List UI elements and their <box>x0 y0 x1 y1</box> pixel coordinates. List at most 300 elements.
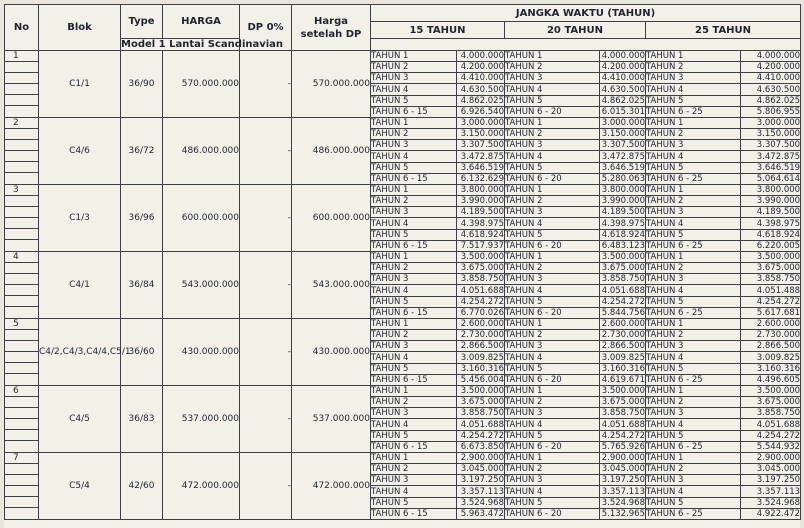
amount-15-tahun: 2.866.500 <box>457 341 505 352</box>
header-row-3 <box>5 39 801 51</box>
label-20-tahun: TAHUN 1 <box>505 453 600 464</box>
label-15-tahun: TAHUN 6 - 15 <box>371 441 457 452</box>
label-25-tahun: TAHUN 6 - 25 <box>646 106 741 117</box>
unit-number-cell <box>5 118 39 185</box>
amount-25-tahun: 4.254.272 <box>741 430 801 441</box>
label-15-tahun: TAHUN 1 <box>371 185 457 196</box>
unit-harga: 600.000.000 <box>163 185 240 252</box>
amount-20-tahun: 3.197.250 <box>600 475 646 486</box>
unit-harga: 486.000.000 <box>163 118 240 185</box>
table-row <box>5 118 801 129</box>
label-15-tahun: TAHUN 2 <box>371 263 457 274</box>
amount-15-tahun: 6.132.629 <box>457 173 505 184</box>
label-15-tahun: TAHUN 3 <box>371 140 457 151</box>
label-15-tahun: TAHUN 6 - 15 <box>371 508 457 519</box>
label-25-tahun: TAHUN 3 <box>646 207 741 218</box>
unit-number: 4 <box>5 252 38 263</box>
label-25-tahun: TAHUN 6 - 25 <box>646 173 741 184</box>
ruled-line <box>5 363 38 374</box>
amount-15-tahun: 4.254.272 <box>457 430 505 441</box>
label-15-tahun: TAHUN 4 <box>371 218 457 229</box>
label-25-tahun: TAHUN 3 <box>646 73 741 84</box>
ruled-line <box>5 106 38 117</box>
amount-25-tahun: 4.496.605 <box>741 374 801 385</box>
amount-25-tahun: 4.254.272 <box>741 296 801 307</box>
amount-25-tahun: 4.051.688 <box>741 419 801 430</box>
label-25-tahun: TAHUN 1 <box>646 252 741 263</box>
label-25-tahun: TAHUN 4 <box>646 486 741 497</box>
ruled-line <box>5 240 38 251</box>
amount-25-tahun: 3.500.000 <box>741 386 801 397</box>
label-15-tahun: TAHUN 5 <box>371 497 457 508</box>
ruled-line <box>5 173 38 184</box>
unit-dp: - <box>240 319 292 386</box>
label-15-tahun: TAHUN 4 <box>371 285 457 296</box>
label-15-tahun: TAHUN 5 <box>371 229 457 240</box>
label-20-tahun: TAHUN 2 <box>505 129 600 140</box>
label-20-tahun: TAHUN 3 <box>505 207 600 218</box>
ruled-line <box>5 464 38 475</box>
label-20-tahun: TAHUN 6 - 20 <box>505 441 600 452</box>
label-25-tahun: TAHUN 6 - 25 <box>646 307 741 318</box>
table-row <box>5 252 801 263</box>
label-20-tahun: TAHUN 3 <box>505 274 600 285</box>
ruled-line <box>5 296 38 307</box>
amount-15-tahun: 6.673.850 <box>457 441 505 452</box>
amount-20-tahun: 4.189.500 <box>600 207 646 218</box>
header-25-tahun: 25 TAHUN <box>646 22 801 39</box>
unit-harga-setelah-dp: 486.000.000 <box>292 118 371 185</box>
label-15-tahun: TAHUN 2 <box>371 330 457 341</box>
label-15-tahun: TAHUN 4 <box>371 84 457 95</box>
table-row <box>5 386 801 397</box>
amount-25-tahun: 5.544.932 <box>741 441 801 452</box>
amount-25-tahun: 3.675.000 <box>741 397 801 408</box>
header-blank-band <box>371 39 801 51</box>
label-25-tahun: TAHUN 1 <box>646 386 741 397</box>
table-row <box>5 453 801 464</box>
amount-25-tahun: 4.618.924 <box>741 229 801 240</box>
amount-15-tahun: 4.862.025 <box>457 95 505 106</box>
label-20-tahun: TAHUN 1 <box>505 118 600 129</box>
label-25-tahun: TAHUN 6 - 25 <box>646 441 741 452</box>
ruled-line <box>5 441 38 452</box>
label-20-tahun: TAHUN 4 <box>505 218 600 229</box>
amount-15-tahun: 2.900.000 <box>457 453 505 464</box>
amount-20-tahun: 3.000.000 <box>600 118 646 129</box>
unit-dp: - <box>240 185 292 252</box>
amount-20-tahun: 4.630.500 <box>600 84 646 95</box>
ruled-line <box>5 84 38 95</box>
amount-20-tahun: 3.045.000 <box>600 464 646 475</box>
ruled-line <box>5 151 38 162</box>
ruled-line <box>5 508 38 519</box>
label-15-tahun: TAHUN 5 <box>371 363 457 374</box>
amount-25-tahun: 4.189.500 <box>741 207 801 218</box>
ruled-line <box>5 229 38 240</box>
amount-15-tahun: 6.770.026 <box>457 307 505 318</box>
label-15-tahun: TAHUN 6 - 15 <box>371 374 457 385</box>
ruled-line <box>5 73 38 84</box>
unit-type: 36/84 <box>121 252 163 319</box>
unit-dp: - <box>240 386 292 453</box>
label-25-tahun: TAHUN 5 <box>646 296 741 307</box>
label-25-tahun: TAHUN 5 <box>646 430 741 441</box>
label-20-tahun: TAHUN 2 <box>505 196 600 207</box>
unit-harga-setelah-dp: 600.000.000 <box>292 185 371 252</box>
price-list-sheet <box>4 4 800 528</box>
label-20-tahun: TAHUN 6 - 20 <box>505 240 600 251</box>
amount-15-tahun: 3.990.000 <box>457 196 505 207</box>
price-table <box>4 4 801 520</box>
amount-25-tahun: 3.524.968 <box>741 497 801 508</box>
table-row <box>5 319 801 330</box>
label-15-tahun: TAHUN 2 <box>371 464 457 475</box>
amount-25-tahun: 3.500.000 <box>741 252 801 263</box>
amount-20-tahun: 3.500.000 <box>600 252 646 263</box>
amount-15-tahun: 3.197.250 <box>457 475 505 486</box>
amount-20-tahun: 4.618.924 <box>600 229 646 240</box>
amount-25-tahun: 3.197.250 <box>741 475 801 486</box>
label-25-tahun: TAHUN 5 <box>646 363 741 374</box>
label-15-tahun: TAHUN 6 - 15 <box>371 106 457 117</box>
amount-20-tahun: 4.619.671 <box>600 374 646 385</box>
ruled-line <box>5 274 38 285</box>
label-20-tahun: TAHUN 6 - 20 <box>505 374 600 385</box>
amount-20-tahun: 2.600.000 <box>600 319 646 330</box>
amount-20-tahun: 2.730.000 <box>600 330 646 341</box>
amount-25-tahun: 4.630.500 <box>741 84 801 95</box>
label-25-tahun: TAHUN 6 - 25 <box>646 240 741 251</box>
ruled-line <box>5 62 38 73</box>
label-15-tahun: TAHUN 4 <box>371 151 457 162</box>
label-20-tahun: TAHUN 2 <box>505 263 600 274</box>
label-15-tahun: TAHUN 2 <box>371 129 457 140</box>
ruled-line <box>5 486 38 497</box>
header-row-1 <box>5 5 801 22</box>
amount-25-tahun: 4.410.000 <box>741 73 801 84</box>
amount-20-tahun: 3.472.875 <box>600 151 646 162</box>
label-20-tahun: TAHUN 1 <box>505 252 600 263</box>
label-20-tahun: TAHUN 3 <box>505 341 600 352</box>
label-20-tahun: TAHUN 2 <box>505 397 600 408</box>
amount-15-tahun: 4.051.688 <box>457 285 505 296</box>
ruled-line <box>5 285 38 296</box>
unit-blok: C4/6 <box>39 118 121 185</box>
header-no: No <box>5 5 39 51</box>
amount-20-tahun: 3.990.000 <box>600 196 646 207</box>
amount-20-tahun: 4.862.025 <box>600 95 646 106</box>
ruled-line <box>5 196 38 207</box>
amount-25-tahun: 3.472.875 <box>741 151 801 162</box>
amount-25-tahun: 5.806.955 <box>741 106 801 117</box>
ruled-line <box>5 419 38 430</box>
ruled-line <box>5 341 38 352</box>
label-15-tahun: TAHUN 6 - 15 <box>371 173 457 184</box>
header-jangka-waktu: JANGKA WAKTU (TAHUN) <box>371 5 801 22</box>
amount-15-tahun: 3.150.000 <box>457 129 505 140</box>
label-20-tahun: TAHUN 3 <box>505 408 600 419</box>
amount-25-tahun: 5.064.614 <box>741 173 801 184</box>
label-15-tahun: TAHUN 5 <box>371 296 457 307</box>
header-model-label: Model 1 Lantai Scandinavian <box>121 39 284 50</box>
label-25-tahun: TAHUN 3 <box>646 274 741 285</box>
unit-number-cell <box>5 386 39 453</box>
amount-20-tahun: 3.357.113 <box>600 486 646 497</box>
label-20-tahun: TAHUN 5 <box>505 162 600 173</box>
header-dp: DP 0% <box>240 5 292 51</box>
amount-20-tahun: 5.132.965 <box>600 508 646 519</box>
label-25-tahun: TAHUN 2 <box>646 330 741 341</box>
ruled-line <box>5 263 38 274</box>
amount-15-tahun: 3.472.875 <box>457 151 505 162</box>
amount-25-tahun: 3.009.825 <box>741 352 801 363</box>
unit-blok: C5/4 <box>39 453 121 520</box>
label-25-tahun: TAHUN 4 <box>646 218 741 229</box>
ruled-line <box>5 352 38 363</box>
amount-20-tahun: 5.765.926 <box>600 441 646 452</box>
label-15-tahun: TAHUN 1 <box>371 386 457 397</box>
amount-20-tahun: 4.051.688 <box>600 285 646 296</box>
unit-type: 36/60 <box>121 319 163 386</box>
price-table-body <box>5 51 801 520</box>
amount-25-tahun: 3.160.316 <box>741 363 801 374</box>
amount-20-tahun: 6.015.301 <box>600 106 646 117</box>
amount-20-tahun: 3.646.519 <box>600 162 646 173</box>
label-25-tahun: TAHUN 1 <box>646 118 741 129</box>
unit-number-cell <box>5 453 39 520</box>
unit-dp: - <box>240 51 292 118</box>
label-15-tahun: TAHUN 3 <box>371 274 457 285</box>
label-25-tahun: TAHUN 5 <box>646 229 741 240</box>
unit-harga: 430.000.000 <box>163 319 240 386</box>
label-25-tahun: TAHUN 3 <box>646 475 741 486</box>
label-15-tahun: TAHUN 1 <box>371 51 457 62</box>
amount-25-tahun: 3.357.113 <box>741 486 801 497</box>
label-25-tahun: TAHUN 3 <box>646 140 741 151</box>
amount-25-tahun: 4.000.000 <box>741 51 801 62</box>
unit-number: 2 <box>5 118 38 129</box>
ruled-line <box>5 207 38 218</box>
amount-15-tahun: 4.000.000 <box>457 51 505 62</box>
ruled-line <box>5 430 38 441</box>
amount-15-tahun: 3.675.000 <box>457 263 505 274</box>
amount-25-tahun: 4.051.488 <box>741 285 801 296</box>
label-25-tahun: TAHUN 6 - 25 <box>646 374 741 385</box>
amount-20-tahun: 4.410.000 <box>600 73 646 84</box>
label-25-tahun: TAHUN 5 <box>646 95 741 106</box>
ruled-line <box>5 475 38 486</box>
header-blok: Blok <box>39 5 121 51</box>
amount-15-tahun: 4.630.500 <box>457 84 505 95</box>
table-row <box>5 51 801 62</box>
amount-20-tahun: 3.009.825 <box>600 352 646 363</box>
label-20-tahun: TAHUN 3 <box>505 73 600 84</box>
amount-20-tahun: 4.000.000 <box>600 51 646 62</box>
ruled-line <box>5 140 38 151</box>
amount-25-tahun: 4.398.975 <box>741 218 801 229</box>
header-harga: HARGA <box>163 5 240 39</box>
amount-15-tahun: 3.646.519 <box>457 162 505 173</box>
header-type: Type <box>121 5 163 39</box>
amount-15-tahun: 2.600.000 <box>457 319 505 330</box>
amount-25-tahun: 3.990.000 <box>741 196 801 207</box>
amount-25-tahun: 3.675.000 <box>741 263 801 274</box>
unit-dp: - <box>240 252 292 319</box>
ruled-line <box>5 307 38 318</box>
label-25-tahun: TAHUN 4 <box>646 84 741 95</box>
unit-blok: C4/2,C4/3,C4/4,C5/1 <box>39 319 121 386</box>
amount-15-tahun: 5.963.472 <box>457 508 505 519</box>
amount-20-tahun: 2.900.000 <box>600 453 646 464</box>
amount-25-tahun: 2.900.000 <box>741 453 801 464</box>
unit-number: 5 <box>5 319 38 330</box>
amount-15-tahun: 3.675.000 <box>457 397 505 408</box>
amount-25-tahun: 3.045.000 <box>741 464 801 475</box>
amount-25-tahun: 5.617.681 <box>741 307 801 318</box>
amount-15-tahun: 2.730.000 <box>457 330 505 341</box>
label-15-tahun: TAHUN 4 <box>371 486 457 497</box>
label-15-tahun: TAHUN 5 <box>371 430 457 441</box>
label-15-tahun: TAHUN 2 <box>371 196 457 207</box>
label-25-tahun: TAHUN 2 <box>646 129 741 140</box>
amount-20-tahun: 6.483.123 <box>600 240 646 251</box>
label-20-tahun: TAHUN 1 <box>505 185 600 196</box>
label-25-tahun: TAHUN 2 <box>646 263 741 274</box>
ruled-line <box>5 408 38 419</box>
amount-20-tahun: 3.858.750 <box>600 408 646 419</box>
label-20-tahun: TAHUN 4 <box>505 285 600 296</box>
label-20-tahun: TAHUN 6 - 20 <box>505 173 600 184</box>
table-row <box>5 185 801 196</box>
label-15-tahun: TAHUN 2 <box>371 397 457 408</box>
amount-20-tahun: 4.398.975 <box>600 218 646 229</box>
amount-20-tahun: 3.500.000 <box>600 386 646 397</box>
header-20-tahun: 20 TAHUN <box>505 22 646 39</box>
label-20-tahun: TAHUN 5 <box>505 363 600 374</box>
unit-number-cell <box>5 185 39 252</box>
unit-type: 42/60 <box>121 453 163 520</box>
amount-25-tahun: 3.800.000 <box>741 185 801 196</box>
amount-20-tahun: 3.150.000 <box>600 129 646 140</box>
unit-type: 36/96 <box>121 185 163 252</box>
unit-harga: 570.000.000 <box>163 51 240 118</box>
label-25-tahun: TAHUN 2 <box>646 464 741 475</box>
label-20-tahun: TAHUN 5 <box>505 229 600 240</box>
amount-15-tahun: 4.398.975 <box>457 218 505 229</box>
label-20-tahun: TAHUN 1 <box>505 51 600 62</box>
label-15-tahun: TAHUN 3 <box>371 475 457 486</box>
amount-15-tahun: 3.000.000 <box>457 118 505 129</box>
label-20-tahun: TAHUN 5 <box>505 430 600 441</box>
amount-20-tahun: 5.280.063 <box>600 173 646 184</box>
label-15-tahun: TAHUN 1 <box>371 453 457 464</box>
unit-dp: - <box>240 118 292 185</box>
amount-25-tahun: 3.150.000 <box>741 129 801 140</box>
ruled-line <box>5 162 38 173</box>
ruled-line <box>5 218 38 229</box>
unit-harga-setelah-dp: 543.000.000 <box>292 252 371 319</box>
amount-15-tahun: 7.517.937 <box>457 240 505 251</box>
unit-blok: C4/1 <box>39 252 121 319</box>
amount-25-tahun: 6.220.005 <box>741 240 801 251</box>
label-20-tahun: TAHUN 4 <box>505 486 600 497</box>
header-after-dp: Harga setelah DP <box>292 5 371 51</box>
amount-15-tahun: 3.307.500 <box>457 140 505 151</box>
label-20-tahun: TAHUN 3 <box>505 140 600 151</box>
amount-15-tahun: 6.926.540 <box>457 106 505 117</box>
amount-15-tahun: 4.254.272 <box>457 296 505 307</box>
unit-number: 1 <box>5 51 38 62</box>
label-25-tahun: TAHUN 6 - 25 <box>646 508 741 519</box>
label-15-tahun: TAHUN 3 <box>371 408 457 419</box>
label-20-tahun: TAHUN 4 <box>505 352 600 363</box>
ruled-line <box>5 497 38 508</box>
amount-20-tahun: 4.051.688 <box>600 419 646 430</box>
amount-15-tahun: 3.160.316 <box>457 363 505 374</box>
label-25-tahun: TAHUN 3 <box>646 408 741 419</box>
label-15-tahun: TAHUN 4 <box>371 419 457 430</box>
unit-harga-setelah-dp: 570.000.000 <box>292 51 371 118</box>
amount-25-tahun: 3.858.750 <box>741 408 801 419</box>
amount-25-tahun: 4.862.025 <box>741 95 801 106</box>
unit-harga-setelah-dp: 472.000.000 <box>292 453 371 520</box>
amount-15-tahun: 3.500.000 <box>457 386 505 397</box>
label-20-tahun: TAHUN 6 - 20 <box>505 508 600 519</box>
amount-25-tahun: 3.646.519 <box>741 162 801 173</box>
label-20-tahun: TAHUN 2 <box>505 330 600 341</box>
amount-15-tahun: 3.500.000 <box>457 252 505 263</box>
amount-20-tahun: 5.844.756 <box>600 307 646 318</box>
label-25-tahun: TAHUN 1 <box>646 319 741 330</box>
label-20-tahun: TAHUN 2 <box>505 464 600 475</box>
amount-25-tahun: 2.600.000 <box>741 319 801 330</box>
unit-harga-setelah-dp: 430.000.000 <box>292 319 371 386</box>
label-15-tahun: TAHUN 6 - 15 <box>371 240 457 251</box>
unit-harga: 472.000.000 <box>163 453 240 520</box>
label-20-tahun: TAHUN 4 <box>505 84 600 95</box>
amount-25-tahun: 3.307.500 <box>741 140 801 151</box>
amount-25-tahun: 2.730.000 <box>741 330 801 341</box>
label-25-tahun: TAHUN 2 <box>646 62 741 73</box>
amount-15-tahun: 3.009.825 <box>457 352 505 363</box>
amount-15-tahun: 3.045.000 <box>457 464 505 475</box>
unit-number: 3 <box>5 185 38 196</box>
label-25-tahun: TAHUN 5 <box>646 162 741 173</box>
amount-20-tahun: 4.254.272 <box>600 296 646 307</box>
header-15-tahun: 15 TAHUN <box>371 22 505 39</box>
label-25-tahun: TAHUN 4 <box>646 352 741 363</box>
unit-harga: 543.000.000 <box>163 252 240 319</box>
amount-15-tahun: 3.357.113 <box>457 486 505 497</box>
label-15-tahun: TAHUN 1 <box>371 118 457 129</box>
amount-20-tahun: 3.524.968 <box>600 497 646 508</box>
unit-blok: C4/5 <box>39 386 121 453</box>
label-25-tahun: TAHUN 1 <box>646 185 741 196</box>
ruled-line <box>5 129 38 140</box>
amount-15-tahun: 3.524.968 <box>457 497 505 508</box>
amount-15-tahun: 3.858.750 <box>457 274 505 285</box>
amount-15-tahun: 3.858.750 <box>457 408 505 419</box>
amount-25-tahun: 2.866.500 <box>741 341 801 352</box>
amount-20-tahun: 3.160.316 <box>600 363 646 374</box>
amount-20-tahun: 4.200.000 <box>600 62 646 73</box>
label-15-tahun: TAHUN 2 <box>371 62 457 73</box>
amount-25-tahun: 3.858.750 <box>741 274 801 285</box>
unit-type: 36/72 <box>121 118 163 185</box>
label-20-tahun: TAHUN 5 <box>505 95 600 106</box>
label-25-tahun: TAHUN 2 <box>646 397 741 408</box>
